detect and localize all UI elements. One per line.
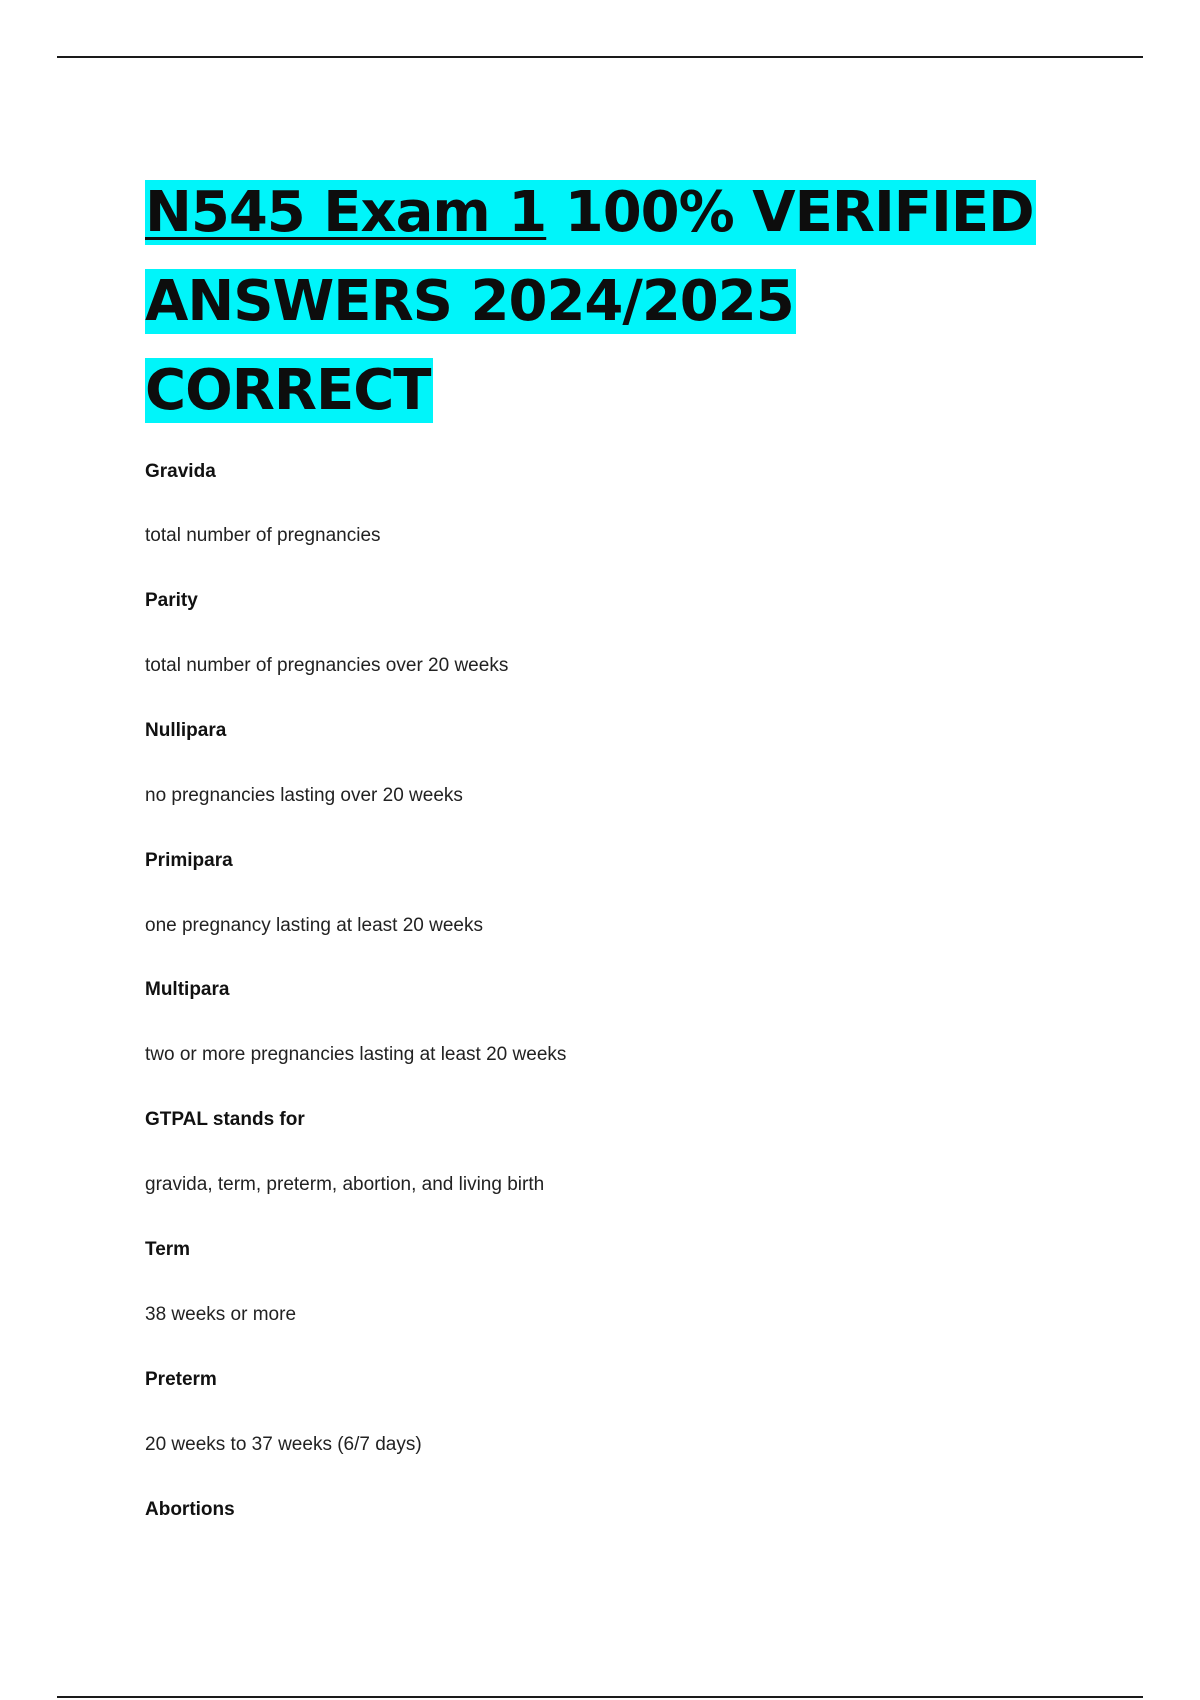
title-line-3 xyxy=(145,346,1045,435)
entry-definition: no pregnancies lasting over 20 weeks xyxy=(145,785,463,806)
title-line-1-rest: 100% VERIFIED xyxy=(546,180,1034,245)
document-title xyxy=(145,168,1045,435)
page-bottom-rule xyxy=(57,1696,1143,1698)
entry-definition: total number of pregnancies over 20 weeks xyxy=(145,655,509,676)
title-line-2-text: ANSWERS 2024/2025 xyxy=(145,269,794,334)
entry-term: Gravida xyxy=(145,461,216,482)
entry-term: Abortions xyxy=(145,1499,235,1520)
title-course-code: N545 Exam 1 xyxy=(145,180,547,245)
entry-term: GTPAL stands for xyxy=(145,1109,305,1130)
entry-term: Preterm xyxy=(145,1369,217,1390)
entry-definition: two or more pregnancies lasting at least 20 weeks xyxy=(145,1044,567,1065)
entry-term: Multipara xyxy=(145,979,230,1000)
entry-definition: gravida, term, preterm, abortion, and living birth xyxy=(145,1174,545,1195)
entry-definition: one pregnancy lasting at least 20 weeks xyxy=(145,915,483,936)
entry-definition: 20 weeks to 37 weeks (6/7 days) xyxy=(145,1434,422,1455)
title-line-1 xyxy=(145,168,1045,257)
page-top-rule xyxy=(57,56,1143,58)
entry-definition: total number of pregnancies xyxy=(145,525,381,546)
entry-term: Primipara xyxy=(145,850,233,871)
title-line-2 xyxy=(145,257,1045,346)
entry-term: Parity xyxy=(145,590,198,611)
entry-term: Nullipara xyxy=(145,720,227,741)
entry-term: Term xyxy=(145,1239,191,1260)
entry-definition: 38 weeks or more xyxy=(145,1304,297,1325)
title-line-3-text: CORRECT xyxy=(145,358,431,423)
